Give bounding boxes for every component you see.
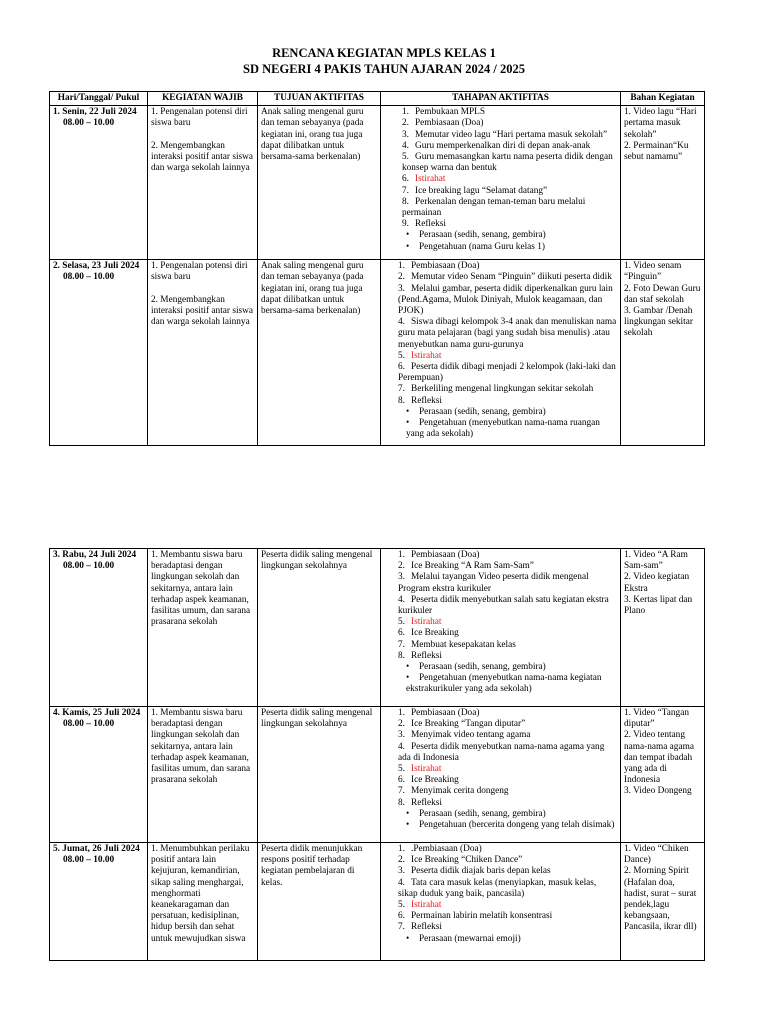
tahapan-step xyxy=(384,152,617,174)
tahapan-step xyxy=(384,317,617,351)
step-text: Menyimak video tentang agama xyxy=(411,730,531,741)
step-number: 1. xyxy=(398,844,405,854)
step-text: Refleksi xyxy=(415,219,446,230)
tahapan-step xyxy=(384,407,617,418)
tahapan-step xyxy=(384,351,617,362)
day-cell xyxy=(50,843,148,961)
step-number: 3. xyxy=(398,866,405,877)
day-cell xyxy=(50,106,148,260)
tahapan-step xyxy=(384,708,617,719)
step-text: Ice Breaking “Tangan diputar” xyxy=(411,719,526,730)
tahapan-step xyxy=(384,628,617,639)
step-text: Tata cara masuk kelas (menyiapkan, masuk kelas, sikap duduk yang baik, pancasila) xyxy=(398,877,597,899)
tahapan-cell xyxy=(381,707,621,843)
tahapan-step xyxy=(384,107,617,118)
tahapan-list xyxy=(384,708,617,831)
tahapan-step xyxy=(384,219,617,230)
step-number: 8. xyxy=(398,650,405,661)
tahapan-step xyxy=(384,900,617,911)
document-title: RENCANA KEGIATAN MPLS KELAS 1 xyxy=(272,46,496,60)
table-row xyxy=(50,549,705,707)
step-number: • xyxy=(406,230,410,241)
step-text: Perasaan (sedih, senang, gembira) xyxy=(419,406,546,417)
header-day: Hari/Tanggal/ Pukul xyxy=(50,92,148,106)
wajib-cell xyxy=(148,549,258,707)
schedule-table-page-2 xyxy=(49,548,705,961)
step-number: 3. xyxy=(402,129,409,140)
step-text: Pembiasaan (Doa) xyxy=(415,118,484,129)
tahapan-step xyxy=(384,284,617,318)
tahapan-cell xyxy=(381,260,621,446)
tujuan-text: Anak saling mengenal guru dan teman sebayanya (pada kegiatan ini, orang tua juga dapat dilibatkan untuk bersama-sama berkenalan) xyxy=(261,261,364,317)
step-number: 5. xyxy=(398,764,405,775)
step-text: .Pembiasaan (Doa) xyxy=(411,844,482,854)
bahan-item: 1. Video lagu “Hari pertama masuk sekolah” xyxy=(624,107,697,140)
bahan-item: 2. Video tentang nama-nama agama dan tempat ibadah yang ada di Indonesia xyxy=(624,730,694,786)
tahapan-step xyxy=(384,742,617,764)
wajib-item: 1. Membantu siswa baru beradaptasi dengan lingkungan sekolah dan sekitarnya, antara lain terhadap aspek keamanan, fasilitas umum, dan sarana prasarana sekolah xyxy=(151,550,251,628)
step-number: 7. xyxy=(398,786,405,797)
tahapan-step xyxy=(384,242,617,253)
bahan-item: 2. Foto Dewan Guru dan staf sekolah xyxy=(624,283,701,305)
bahan-item: 1. Video “Chiken Dance) xyxy=(624,844,689,866)
day-label: 3. Rabu, 24 Juli 2024 xyxy=(53,550,137,560)
day-label: 1. Senin, 22 Juli 2024 xyxy=(53,107,137,118)
tahapan-step xyxy=(384,934,617,945)
wajib-cell xyxy=(148,106,258,260)
bahan-item: 1. Video “A Ram Sam-sam” xyxy=(624,550,688,572)
step-number: 8. xyxy=(398,395,405,406)
bahan-item: 2. Video kegiatan Ekstra xyxy=(624,572,690,594)
tahapan-step xyxy=(384,764,617,775)
tahapan-step xyxy=(384,866,617,877)
step-number: 5. xyxy=(398,617,405,628)
step-number: • xyxy=(406,808,410,819)
tahapan-list xyxy=(384,550,617,696)
step-text: Peserta didik menyebutkan salah satu kegiatan ekstra kurikuler xyxy=(398,594,609,617)
tahapan-step xyxy=(384,418,617,440)
tujuan-text: Peserta didik saling mengenal lingkungan sekolahnya xyxy=(261,708,373,730)
schedule-table-page-1 xyxy=(49,91,705,446)
tahapan-step xyxy=(384,617,617,628)
step-number: 6. xyxy=(398,362,405,373)
step-text: Pembiasaan (Doa) xyxy=(411,261,480,272)
wajib-cell xyxy=(148,260,258,446)
bahan-item: 3. Gambar /Denah lingkungan sekitar sekolah xyxy=(624,306,693,339)
bahan-cell xyxy=(621,707,705,843)
day-label: 4. Kamis, 25 Juli 2024 xyxy=(53,708,141,718)
step-number: 4. xyxy=(398,741,405,752)
tahapan-step xyxy=(384,561,617,572)
step-text: Guru memperkenalkan diri di depan anak-anak xyxy=(415,140,591,151)
step-number: 2. xyxy=(402,118,409,129)
step-number: 7. xyxy=(402,185,409,196)
step-number: • xyxy=(406,933,410,944)
step-number: 7. xyxy=(398,639,405,650)
day-label: 2. Selasa, 23 Juli 2024 xyxy=(53,261,140,272)
wajib-cell xyxy=(148,707,258,843)
tahapan-step xyxy=(384,775,617,786)
table-row xyxy=(50,260,705,446)
tahapan-step xyxy=(384,230,617,241)
step-text: Pembukaan MPLS xyxy=(415,107,485,118)
step-number: • xyxy=(406,241,410,252)
header-wajib: KEGIATAN WAJIB xyxy=(148,92,258,106)
wajib-item: 1. Menumbuhkan perilaku positif antara lain kejujuran, kemandirian, sikap saling menghargai, menghormati keanekaragaman dan persatuan, kedisiplinan, hidup bersih dan sehat untuk mewujudkan siswa xyxy=(151,844,250,944)
tahapan-step xyxy=(384,572,617,594)
step-text: Ice Breaking “Chiken Dance” xyxy=(411,855,523,866)
step-text: Pengetahuan (nama Guru kelas 1) xyxy=(419,241,545,252)
step-number: 3. xyxy=(398,730,405,741)
tahapan-step xyxy=(384,197,617,219)
tahapan-step xyxy=(384,844,617,855)
step-text: Perasaan (mewarnai emoji) xyxy=(419,933,521,944)
step-number: 7. xyxy=(398,384,405,395)
step-number: 2. xyxy=(398,719,405,730)
tahapan-step xyxy=(384,174,617,185)
step-number: 4. xyxy=(398,594,405,605)
bahan-item: 1. Video “Tangan diputar” xyxy=(624,708,689,730)
tujuan-text: Anak saling mengenal guru dan teman sebayanya (pada kegiatan ini, orang tua juga dapat dilibatkan untuk bersama-sama berkenalan) xyxy=(261,107,364,163)
day-cell xyxy=(50,549,148,707)
step-text: Permainan labirin melatih konsentrasi xyxy=(411,911,553,922)
step-text: Guru memasangkan kartu nama peserta didik dengan konsep warna dan bentuk xyxy=(402,152,613,174)
tahapan-list xyxy=(384,261,617,440)
step-text: Ice breaking lagu “Selamat datang” xyxy=(415,185,548,196)
tahapan-step xyxy=(384,550,617,561)
step-number: • xyxy=(406,673,410,684)
step-number: 6. xyxy=(398,628,405,639)
tujuan-cell xyxy=(258,260,381,446)
step-text: Pembiasaan (Doa) xyxy=(411,708,480,718)
time-label: 08.00 – 10.00 xyxy=(63,855,115,866)
time-label: 08.00 – 10.00 xyxy=(63,272,115,283)
step-number: 6. xyxy=(398,911,405,922)
tujuan-text: Peserta didik saling mengenal lingkungan sekolahnya xyxy=(261,550,373,572)
step-text: Perasaan (sedih, senang, gembira) xyxy=(419,808,546,819)
wajib-item: 2. Mengembangkan interaksi positif antar siswa dan warga sekolah lainnya xyxy=(151,140,253,174)
time-label: 08.00 – 10.00 xyxy=(63,118,115,129)
tujuan-cell xyxy=(258,707,381,843)
step-number: 1. xyxy=(398,261,405,272)
header-tujuan: TUJUAN AKTIFITAS xyxy=(258,92,381,106)
tujuan-cell xyxy=(258,106,381,260)
bahan-item: 2. Permainan“Ku sebut namamu” xyxy=(624,140,689,163)
tahapan-step xyxy=(384,878,617,900)
step-number: 8. xyxy=(398,797,405,808)
step-text: Ice Breaking xyxy=(411,628,459,639)
step-number: 6. xyxy=(398,775,405,786)
tahapan-step xyxy=(384,662,617,673)
step-number: 5. xyxy=(398,350,405,361)
document-subtitle: SD NEGERI 4 PAKIS TAHUN AJARAN 2024 / 2025 xyxy=(243,62,525,76)
step-text: Membuat kesepakatan kelas xyxy=(411,639,516,650)
day-label: 5. Jumat, 26 Juli 2024 xyxy=(53,844,140,854)
tahapan-step xyxy=(384,261,617,272)
step-text: Perkenalan dengan teman-teman baru melalui permainan xyxy=(402,196,586,219)
tahapan-step xyxy=(384,673,617,695)
tahapan-step xyxy=(384,922,617,933)
tujuan-cell xyxy=(258,549,381,707)
tahapan-step xyxy=(384,786,617,797)
header-bahan: Bahan Kegiatan xyxy=(621,92,705,106)
step-text: Ice Breaking “A Ram Sam-Sam” xyxy=(411,561,534,572)
tahapan-cell xyxy=(381,549,621,707)
tahapan-cell xyxy=(381,106,621,260)
wajib-item: 1. Pengenalan potensi diri siswa baru xyxy=(151,261,248,283)
step-number: 4. xyxy=(398,877,405,888)
tahapan-step xyxy=(384,798,617,809)
step-number: 1. xyxy=(398,708,405,718)
wajib-cell xyxy=(148,843,258,961)
tahapan-step xyxy=(384,640,617,651)
step-text: Melalui gambar, peserta didik diperkenalkan guru lain (Pend.Agama, Mulok Diniyah, Mulok keagamaan, dan PJOK) xyxy=(398,283,613,317)
step-text: Pengetahuan (bercerita dongeng yang telah disimak) xyxy=(419,820,615,831)
tujuan-text: Peserta didik menunjukkan respons positif terhadap kegiatan pembelajaran di kelas. xyxy=(261,844,363,888)
table-row xyxy=(50,707,705,843)
time-label: 08.00 – 10.00 xyxy=(63,561,115,572)
tahapan-step xyxy=(384,651,617,662)
step-number: 1. xyxy=(402,107,409,118)
step-number: 5. xyxy=(402,152,409,163)
wajib-item: 2. Mengembangkan interaksi positif antar siswa dan warga sekolah lainnya xyxy=(151,294,253,328)
bahan-item: 2. Morning Spirit (Hafalan doa, hadist, surat – surat pendek,lagu kebangsaan, Pancasila, ikrar dll) xyxy=(624,866,697,933)
step-text: Refleksi xyxy=(411,395,442,406)
tahapan-step xyxy=(384,809,617,820)
step-number: 3. xyxy=(398,572,405,583)
bahan-item: 3. Video Dongeng xyxy=(624,786,692,797)
bahan-cell xyxy=(621,106,705,260)
step-text: Pembiasaan (Doa) xyxy=(411,550,480,560)
step-text: Pengetahuan (menyebutkan nama-nama kegiatan ekstrakurikuler yang ada sekolah) xyxy=(406,673,602,695)
tahapan-step xyxy=(384,362,617,384)
step-text: Peserta didik menyebutkan nama-nama agama yang ada di Indonesia xyxy=(398,741,605,763)
step-number: 4. xyxy=(402,140,409,151)
time-label: 08.00 – 10.00 xyxy=(63,719,115,730)
day-cell xyxy=(50,260,148,446)
tahapan-step xyxy=(384,855,617,866)
wajib-item: 1. Membantu siswa baru beradaptasi dengan lingkungan sekolah dan sekitarnya, antara lain terhadap aspek keamanan, fasilitas umum, dan sarana prasarana sekolah xyxy=(151,708,251,786)
tahapan-step xyxy=(384,141,617,152)
step-number: 2. xyxy=(398,561,405,572)
step-text: Refleksi xyxy=(411,922,442,933)
step-text: Perasaan (sedih, senang, gembira) xyxy=(419,230,546,241)
step-text: Ice Breaking xyxy=(411,775,459,786)
step-text: Peserta didik diajak baris depan kelas xyxy=(411,866,551,877)
tahapan-step xyxy=(384,384,617,395)
step-number: 5. xyxy=(398,900,405,911)
step-number: 2. xyxy=(398,272,405,283)
step-text: Istirahat xyxy=(411,764,442,775)
wajib-item: 1. Pengenalan potensi diri siswa baru xyxy=(151,107,248,129)
step-number: 4. xyxy=(398,317,405,328)
table-row xyxy=(50,106,705,260)
tahapan-step xyxy=(384,595,617,617)
step-number: • xyxy=(406,418,410,429)
step-text: Siswa dibagi kelompok 3-4 anak dan menuliskan nama guru mata pelajaran (bagi yang sudah bisa menulis) .atau menyebutkan nama guru-gurunya xyxy=(398,317,617,350)
bahan-item: 3. Kertas lipat dan Plano xyxy=(624,594,693,617)
step-number: 1. xyxy=(398,550,405,560)
tahapan-step xyxy=(384,272,617,283)
header-tahapan: TAHAPAN AKTIFITAS xyxy=(381,92,621,106)
step-number: • xyxy=(406,820,410,831)
step-text: Berkeliling mengenal lingkungan sekitar sekolah xyxy=(411,384,594,395)
step-number: • xyxy=(406,406,410,417)
step-text: Melalui tayangan Video peserta didik mengenal Program ekstra kurikuler xyxy=(398,572,589,594)
step-text: Refleksi xyxy=(411,797,442,808)
bahan-item: 1. Video senam “Pinguin” xyxy=(624,261,682,283)
tahapan-step xyxy=(384,911,617,922)
step-text: Memutar video Senam “Pinguin” diikuti peserta didik xyxy=(411,272,612,283)
step-number: • xyxy=(406,662,410,673)
tahapan-step xyxy=(384,820,617,831)
step-text: Istirahat xyxy=(411,900,442,911)
step-text: Refleksi xyxy=(411,650,442,661)
step-text: Istirahat xyxy=(411,617,442,628)
tahapan-cell xyxy=(381,843,621,961)
step-text: Pengetahuan (menyebutkan nama-nama ruangan yang ada sekolah) xyxy=(406,418,600,440)
tahapan-step xyxy=(384,396,617,407)
bahan-cell xyxy=(621,843,705,961)
bahan-cell xyxy=(621,549,705,707)
step-text: Perasaan (sedih, senang, gembira) xyxy=(419,662,546,673)
step-text: Istirahat xyxy=(415,174,446,185)
step-number: 7. xyxy=(398,922,405,933)
step-number: 3. xyxy=(398,283,405,294)
tahapan-step xyxy=(384,118,617,129)
tahapan-list xyxy=(384,844,617,945)
tahapan-step xyxy=(384,719,617,730)
step-text: Menyimak cerita dongeng xyxy=(411,786,509,797)
step-text: Memutar video lagu “Hari pertama masuk sekolah” xyxy=(415,129,608,140)
tahapan-step xyxy=(384,730,617,741)
step-number: 6. xyxy=(402,174,409,185)
bahan-cell xyxy=(621,260,705,446)
step-number: 9. xyxy=(402,219,409,230)
step-text: Istirahat xyxy=(411,350,442,361)
tahapan-list xyxy=(384,107,617,253)
table-row xyxy=(50,843,705,961)
tahapan-step xyxy=(384,186,617,197)
tujuan-cell xyxy=(258,843,381,961)
step-number: 2. xyxy=(398,855,405,866)
tahapan-step xyxy=(384,130,617,141)
table-header-row xyxy=(50,92,705,106)
day-cell xyxy=(50,707,148,843)
step-number: 8. xyxy=(402,196,409,207)
step-text: Peserta didik dibagi menjadi 2 kelompok (laki-laki dan Perempuan) xyxy=(398,362,616,384)
